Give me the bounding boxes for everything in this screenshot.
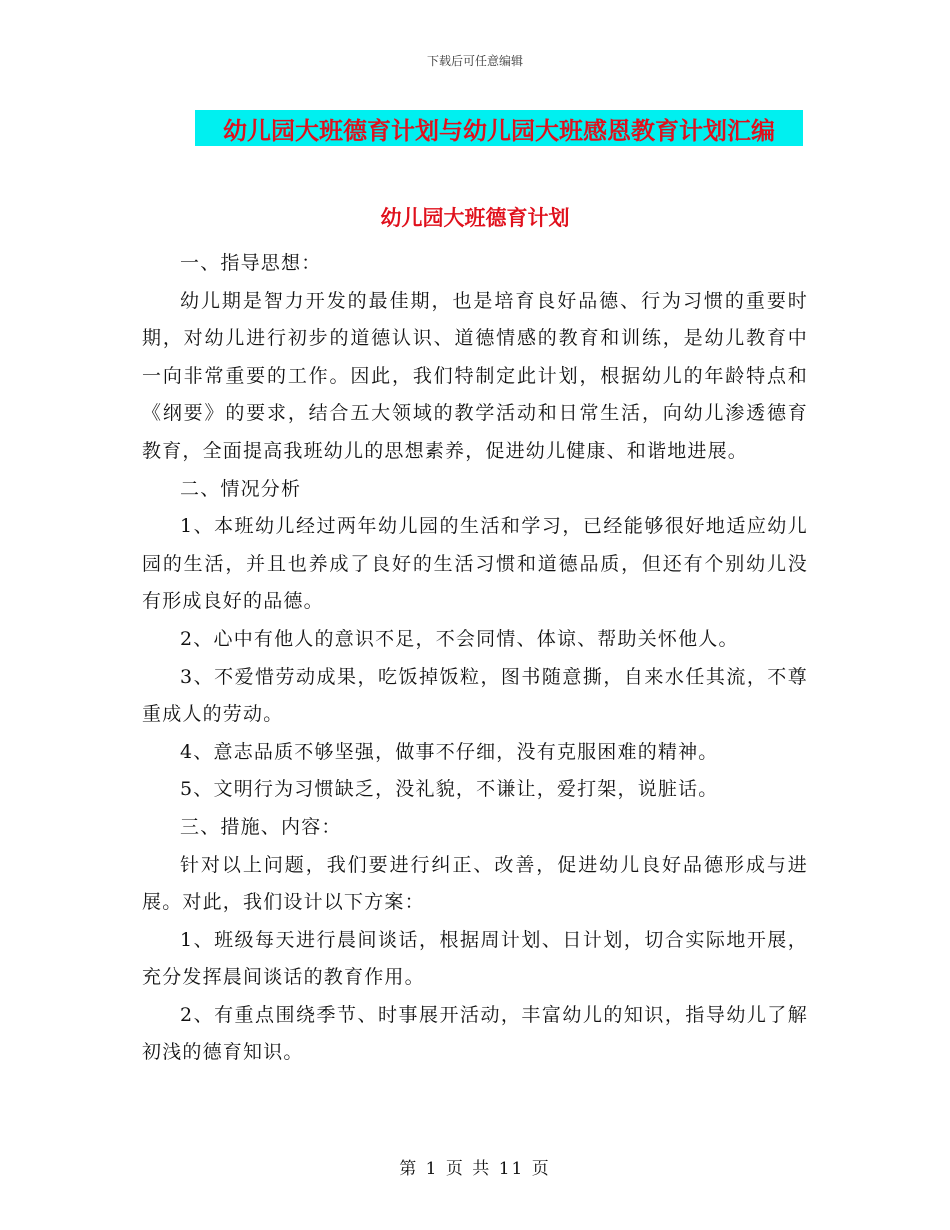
- document-body: [142, 245, 808, 1072]
- paragraph: 幼儿期是智力开发的最佳期，也是培育良好品德、行为习惯的重要时期，对幼儿进行初步的道德认识、道德情感的教育和训练，是幼儿教育中一向非常重要的工作。因此，我们特制定此计划，根据幼儿的年龄特点和《纲要》的要求，结合五大领域的教学活动和日常生活，向幼儿渗透德育教育，全面提高我班幼儿的思想素养，促进幼儿健康、和谐地进展。: [142, 289, 808, 462]
- paragraph: 2、心中有他人的意识不足，不会同情、体谅、帮助关怀他人。: [180, 627, 739, 650]
- page-number-footer: 第 1 页 共 11 页: [399, 1159, 551, 1179]
- paragraph-heading-situation-analysis: 二、情况分析: [180, 477, 302, 500]
- document-title: 幼儿园大班德育计划与幼儿园大班感恩教育计划汇编: [223, 116, 775, 145]
- paragraph: 4、意志品质不够坚强，做事不仔细，没有克服困难的精神。: [180, 740, 719, 763]
- header-note: 下载后可任意编辑: [426, 54, 523, 68]
- paragraph-heading-guiding-ideology: 一、指导思想：: [180, 252, 322, 274]
- paragraph: 2、有重点围绕季节、时事展开活动，丰富幼儿的知识，指导幼儿了解初浅的德育知识。: [142, 1003, 808, 1064]
- paragraph: 针对以上问题，我们要进行纠正、改善，促进幼儿良好品德形成与进展。对此，我们设计以下方案：: [142, 853, 808, 914]
- document-title-highlight: [195, 110, 803, 146]
- paragraph: 3、不爱惜劳动成果，吃饭掉饭粒，图书随意撕，自来水任其流，不尊重成人的劳动。: [142, 665, 808, 726]
- paragraph-heading-measures: 三、措施、内容：: [180, 815, 342, 838]
- section-title: 幼儿园大班德育计划: [380, 206, 570, 230]
- paragraph: 5、文明行为习惯缺乏，没礼貌，不谦让，爱打架，说脏话。: [180, 778, 719, 801]
- paragraph: 1、本班幼儿经过两年幼儿园的生活和学习，已经能够很好地适应幼儿园的生活，并且也养成了良好的生活习惯和道德品质，但还有个别幼儿没有形成良好的品德。: [142, 515, 808, 613]
- paragraph: 1、班级每天进行晨间谈话，根据周计划、日计划，切合实际地开展，充分发挥晨间谈话的教育作用。: [142, 928, 808, 989]
